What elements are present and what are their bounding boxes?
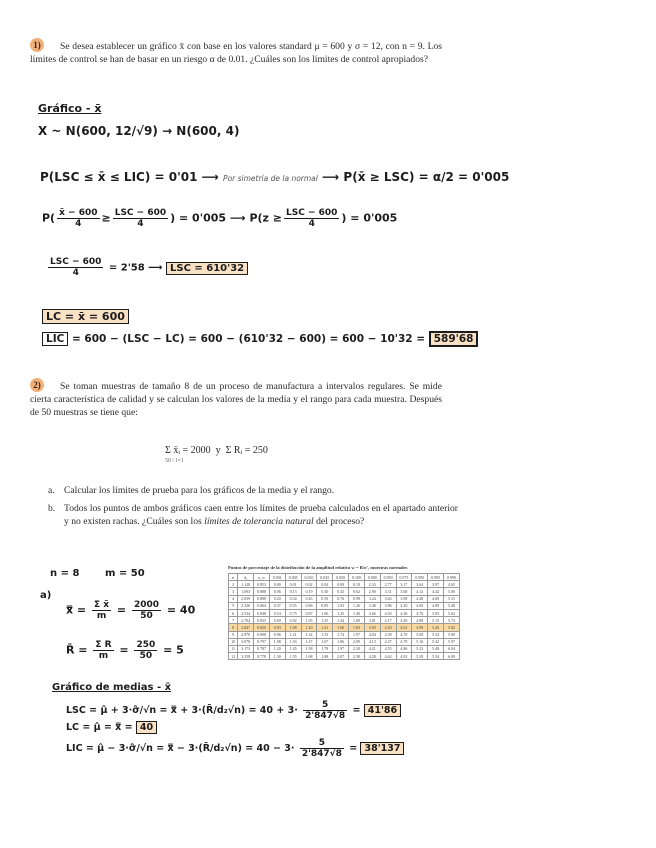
table-cell: 1.83 — [349, 624, 365, 631]
rbar-lhs: R̄ = — [66, 643, 88, 657]
table-cell: 2.90 — [364, 588, 380, 595]
table-cell: 5.31 — [444, 595, 460, 602]
p1-line4-mid: = 2'58 ⟶ — [108, 262, 163, 274]
p1-lc — [42, 310, 129, 323]
table-cell: 0.833 — [254, 617, 270, 624]
table-row — [229, 609, 460, 616]
table-header-row — [229, 574, 460, 581]
table-cell: 0.83 — [269, 624, 285, 631]
table-cell: 0.43 — [301, 595, 317, 602]
table-cell: 2.33 — [364, 581, 380, 588]
table-row — [229, 588, 460, 595]
table-cell: 5.82 — [444, 624, 460, 631]
problem2-text: Se toman muestras de tamaño 8 de un proceso de manufactura a intervalos regulares. Se mide cierta característica de calidad y se calculan los valores de la media y el rango para cada muestra. Después de 50 muestras se tiene que: — [30, 381, 442, 418]
table-cell: 1.41 — [317, 624, 333, 631]
table-cell: 1.45 — [285, 645, 301, 652]
p1-line2-note: Por simetría de la normal — [223, 174, 318, 183]
table-cell: 0.820 — [254, 624, 270, 631]
table-cell: 4.13 — [364, 638, 380, 645]
table-cell: 4.65 — [444, 581, 460, 588]
percentage-points-table — [228, 573, 460, 660]
table-cell: 4.61 — [396, 624, 412, 631]
table-cell: 3 — [229, 588, 238, 595]
table-cell: 4.21 — [364, 645, 380, 652]
table-cell: 12 — [229, 653, 238, 660]
table-cell: 0.55 — [285, 602, 301, 609]
table-cell: 0.797 — [254, 638, 270, 645]
table-cell: 2.77 — [380, 581, 396, 588]
table-cell: 0.778 — [254, 653, 270, 660]
table-cell: 5.54 — [428, 653, 444, 660]
p1-line3-frac1 — [57, 208, 99, 229]
table-cell: 5.97 — [444, 638, 460, 645]
table-header-cell: 0.005 — [285, 574, 301, 581]
table-cell: 2.534 — [238, 609, 254, 616]
table-cell: 1.693 — [238, 588, 254, 595]
table-cell: 1.128 — [238, 581, 254, 588]
sum-x: Σ x̄ᵢ = 2000 — [165, 445, 211, 456]
frac-den: 4 — [75, 219, 82, 229]
item-a-label: a. — [48, 485, 55, 496]
table-cell: 0.76 — [333, 595, 349, 602]
lsc-expr: LSC = μ̂ + 3·σ̂/√n = x̿ + 3·(R̄/d₂√n) = 40 + 3· — [66, 705, 298, 716]
table-cell: 4.47 — [380, 638, 396, 645]
table-row — [229, 638, 460, 645]
table-header-cell: 0.025 — [317, 574, 333, 581]
item-b-text-1: Todos los puntos de ambos gráficos caen entre los límites de prueba calculados en el apartado anterior y no existen rachas. ¿Cuáles son los — [64, 503, 458, 527]
table-cell: 0.75 — [285, 609, 301, 616]
table-cell: 3.173 — [238, 645, 254, 652]
lc-result: 40 — [136, 721, 157, 734]
frac-num: 5 — [303, 700, 347, 711]
p1-line2-left: P(LSC ≤ x̄ ≤ LIC) = 0'01 ⟶ — [40, 170, 219, 184]
table-cell: 2.704 — [238, 617, 254, 624]
table-cell: 1.08 — [285, 624, 301, 631]
table-cell: 5.15 — [428, 617, 444, 624]
table-cell: 4.99 — [412, 624, 428, 631]
frac-num: 5 — [300, 738, 344, 749]
table-cell: 1.44 — [333, 617, 349, 624]
p1-line3-ge: ≥ — [101, 211, 111, 225]
frac-num: LSC − 600 — [50, 257, 102, 267]
problem2-number-badge: 2) — [30, 378, 44, 392]
rbar-result: = 5 — [163, 643, 184, 657]
table-cell: 0.43 — [333, 588, 349, 595]
table-cell: 3.24 — [364, 595, 380, 602]
table-cell: 4.17 — [380, 617, 396, 624]
table-cell: 3.63 — [380, 595, 396, 602]
frac-den: 4 — [72, 268, 79, 278]
p1-line3-frac3 — [284, 208, 339, 229]
p1-line4-frac — [48, 257, 103, 278]
table-cell: 0.37 — [269, 602, 285, 609]
table-cell: 0.92 — [285, 617, 301, 624]
table-cell: 2.20 — [349, 645, 365, 652]
range-distribution-table — [228, 565, 460, 660]
lsc-result: 41'86 — [364, 704, 401, 717]
table-cell: 0.848 — [254, 609, 270, 616]
table-cell: 0.888 — [254, 588, 270, 595]
table-cell: 0.808 — [254, 631, 270, 638]
p1-line1: X ~ N(600, 12/√9) → N(600, 4) — [38, 124, 240, 138]
table-cell: 5.23 — [412, 645, 428, 652]
table-cell: 2.059 — [238, 595, 254, 602]
p1-lic — [42, 333, 478, 345]
table-cell: 0.19 — [301, 588, 317, 595]
p1-heading — [38, 102, 101, 115]
table-cell: 6.04 — [444, 645, 460, 652]
table-cell: 0.34 — [285, 595, 301, 602]
frac-num: 2000 — [133, 600, 160, 610]
table-cell: 0.96 — [269, 631, 285, 638]
table-header-cell: 0.975 — [396, 574, 412, 581]
frac-num: 250 — [136, 640, 156, 650]
table-header-cell: 0.900 — [364, 574, 380, 581]
table-row — [229, 581, 460, 588]
problem1-statement — [30, 38, 442, 66]
table-header-cell: n — [229, 574, 238, 581]
table-cell: 1.05 — [301, 617, 317, 624]
problem1-text: Se desea establecer un gráfico x̄ con base en los valores standard μ = 600 y σ = 12, con n = 9. Los límites de control se han de basar en un riesgo α de 0.01. ¿Cuáles son los límites de control apropiados? — [30, 41, 442, 65]
rbar-frac2 — [134, 640, 157, 661]
table-cell: 1.25 — [333, 609, 349, 616]
table-cell: 1.74 — [333, 631, 349, 638]
table-cell: 1.97 — [333, 645, 349, 652]
table-cell: 5.16 — [412, 638, 428, 645]
p2-part-a: a) — [40, 590, 52, 601]
table-cell: 1.08 — [269, 638, 285, 645]
table-header-cell: σ_w — [254, 574, 270, 581]
table-cell: 0.54 — [269, 609, 285, 616]
table-cell: 4.88 — [412, 617, 428, 624]
table-cell: 0.62 — [349, 588, 365, 595]
frac-num: x̄ − 600 — [59, 208, 98, 218]
item-b-text-2: del proceso? — [316, 516, 365, 527]
table-row — [229, 595, 460, 602]
table-header-cell: 0.001 — [269, 574, 285, 581]
p1-lc-box: LC = x̄ = 600 — [42, 309, 129, 324]
p1-heading-text: Gráfico - x̄ — [38, 102, 102, 115]
table-header-cell: 0.990 — [412, 574, 428, 581]
xbar-frac2 — [132, 600, 161, 621]
table-cell: 5.48 — [444, 602, 460, 609]
table-cell: 3.31 — [380, 588, 396, 595]
p1-line2 — [40, 170, 509, 184]
table-cell: 4.20 — [396, 602, 412, 609]
table-cell: 5.03 — [428, 609, 444, 616]
table-cell: 1.55 — [285, 653, 301, 660]
table-cell: 5.73 — [444, 617, 460, 624]
table-cell: 4.49 — [396, 617, 412, 624]
p1-line3-mid: ) = 0'005 ⟶ P(z ≥ — [170, 211, 282, 225]
problem2-item-b — [48, 502, 458, 528]
lic-expr: LIC = μ̂ − 3·σ̂/√n = x̿ − 3·(R̄/d₂√n) = 40 − 3· — [66, 743, 295, 754]
problem2-item-a — [48, 484, 442, 497]
p1-line3-close: ) = 0'005 — [341, 211, 398, 225]
table-cell: 4.40 — [412, 595, 428, 602]
table-cell: 6 — [229, 609, 238, 616]
p1-lic-expr: = 600 − (LSC − LC) = 600 − (610'32 − 600) = 600 − 10'32 = — [71, 333, 426, 345]
table-row — [229, 653, 460, 660]
table-cell: 0.87 — [301, 609, 317, 616]
table-cell: 4.92 — [396, 653, 412, 660]
rbar-frac1 — [93, 640, 113, 661]
frac-den: m — [98, 651, 109, 661]
table-cell: 5.34 — [428, 631, 444, 638]
table-cell: 0.18 — [349, 581, 365, 588]
table-cell: 5.90 — [444, 631, 460, 638]
frac-den: 2'847√8 — [301, 749, 342, 759]
table-cell: 2.07 — [333, 653, 349, 660]
table-cell: 0.66 — [301, 602, 317, 609]
table-cell: 4.89 — [428, 602, 444, 609]
table-row — [229, 624, 460, 631]
table-row — [229, 617, 460, 624]
p1-lic-label: LIC — [42, 332, 68, 346]
table-cell: 3.81 — [364, 617, 380, 624]
p2-lc-line — [66, 722, 157, 733]
table-cell: 4.60 — [412, 602, 428, 609]
table-cell: 4.03 — [380, 609, 396, 616]
table-cell: 0.20 — [269, 595, 285, 602]
table-cell: 3.258 — [238, 653, 254, 660]
table-cell: 5.26 — [428, 624, 444, 631]
table-cell: 1.88 — [317, 653, 333, 660]
problem2-sums — [165, 444, 365, 465]
table-cell: 1.55 — [317, 631, 333, 638]
table-cell: 4.69 — [428, 595, 444, 602]
table-cell: 5.29 — [412, 653, 428, 660]
sum-limits: 50 / i=1 — [165, 458, 184, 464]
table-cell: 0.59 — [317, 595, 333, 602]
table-cell: 1.78 — [317, 645, 333, 652]
table-cell: 3.93 — [364, 624, 380, 631]
table-cell: 4.76 — [412, 609, 428, 616]
table-cell: 1.30 — [269, 653, 285, 660]
frac-den: 50 — [139, 651, 153, 661]
table-header-cell: 0.950 — [380, 574, 396, 581]
frac-den: 4 — [137, 219, 144, 229]
table-cell: 4.36 — [396, 609, 412, 616]
table-cell: 0.00 — [269, 581, 285, 588]
table-cell: 0.06 — [269, 588, 285, 595]
table-cell: 4 — [229, 595, 238, 602]
frac-num: Σ x̄ — [94, 600, 110, 610]
p1-line3-frac2 — [113, 208, 168, 229]
table-cell: 2.970 — [238, 631, 254, 638]
table-cell: 1.06 — [317, 609, 333, 616]
table-cell: 1.34 — [301, 631, 317, 638]
table-cell: 4.04 — [364, 631, 380, 638]
table-cell: 1.68 — [301, 653, 317, 660]
table-cell: 11 — [229, 645, 238, 652]
xbar-lhs: x̿ = — [66, 603, 87, 617]
table-row — [229, 602, 460, 609]
table-cell: 5.06 — [444, 588, 460, 595]
lsc-frac — [303, 700, 347, 721]
p2-m: m = 50 — [105, 568, 145, 579]
frac-num: LSC − 600 — [286, 208, 338, 218]
table-header-cell: 0.010 — [301, 574, 317, 581]
table-cell: 10 — [229, 638, 238, 645]
table-cell: 0.04 — [317, 581, 333, 588]
table-cell: 3.68 — [396, 588, 412, 595]
xbar-frac1 — [92, 600, 111, 621]
table-cell: 4.55 — [380, 645, 396, 652]
table-cell: 5.49 — [428, 645, 444, 652]
table-cell: 0.864 — [254, 602, 270, 609]
table-header-cell: 0.999 — [444, 574, 460, 581]
table-header-cell: 0.050 — [333, 574, 349, 581]
table-cell: 4.79 — [396, 638, 412, 645]
table-cell: 1.58 — [301, 645, 317, 652]
table-cell: 0.01 — [285, 581, 301, 588]
table-cell: 2.847 — [238, 624, 254, 631]
frac-den: 50 — [140, 611, 153, 621]
table-row — [229, 631, 460, 638]
table-cell: 3.64 — [412, 581, 428, 588]
table-cell: 0.09 — [333, 581, 349, 588]
table-cell: 0.853 — [254, 581, 270, 588]
xbar-result: = 40 — [166, 603, 196, 617]
problem2-statement — [30, 378, 442, 419]
table-cell: 2 — [229, 581, 238, 588]
table-cell: 4.86 — [396, 645, 412, 652]
table-cell: 4.62 — [380, 653, 396, 660]
table-cell: 4.12 — [412, 588, 428, 595]
table-cell: 7 — [229, 617, 238, 624]
p1-line3-open: P( — [42, 211, 56, 225]
table-cell: 5.62 — [444, 609, 460, 616]
table-cell: 1.21 — [285, 631, 301, 638]
table-cell: 4.42 — [428, 588, 444, 595]
table-cell: 1.20 — [269, 645, 285, 652]
table-cell: 2.326 — [238, 602, 254, 609]
table-cell: 1.49 — [349, 609, 365, 616]
table-cell: 1.47 — [301, 638, 317, 645]
table-cell: 2.30 — [349, 653, 365, 660]
table-cell: 0.69 — [269, 617, 285, 624]
table-cell: 3.17 — [396, 581, 412, 588]
table-cell: 1.97 — [349, 631, 365, 638]
table-cell: 0.880 — [254, 595, 270, 602]
item-b-label: b. — [48, 503, 56, 514]
p2-rbar-line: R̄ = $\frac{\text{Σ R}}{m}$ = $\frac{250}{50}$ = 5 — [66, 640, 184, 661]
table-cell: 1.03 — [333, 602, 349, 609]
p1-line2-right: ⟶ P(x̄ ≥ LSC) = α/2 = 0'005 — [322, 170, 510, 184]
table-cell: 4.29 — [380, 624, 396, 631]
table-cell: 4.39 — [380, 631, 396, 638]
p2-chart-heading: Gráfico de medias - x̄ — [52, 682, 172, 693]
table-cell: 0.98 — [349, 595, 365, 602]
item-a-text: Calcular los límites de prueba para los gráficos de la media y el rango. — [64, 485, 335, 496]
p2-lsc-line: LSC = μ̂ + 3·σ̂/√n = x̿ + 3·(R̄/d₂√n) = 40 + 3· $\frac{5}{2'847√8}$ = 41'86 — [66, 700, 401, 721]
table-cell: 5 — [229, 602, 238, 609]
lc-expr: LC = μ̂ = x̿ = — [66, 722, 133, 733]
frac-num: Σ R — [95, 640, 112, 650]
sum-r: Σ Rᵢ = 250 — [225, 445, 268, 456]
p2-xbar-line: x̿ = $\frac{\text{Σ x̄}}{m}$ = $\frac{2000}{50}$ = 40 — [66, 600, 196, 621]
p1-lsc-result: LSC = 610'32 — [166, 262, 248, 275]
table-header-cell: 0.995 — [428, 574, 444, 581]
table-row — [229, 645, 460, 652]
p1-line4 — [46, 257, 248, 278]
p1-line3 — [42, 208, 397, 229]
table-cell: 3.48 — [364, 602, 380, 609]
table-cell: 5.08 — [412, 631, 428, 638]
table-cell: 0.02 — [301, 581, 317, 588]
table-cell: 1.26 — [349, 602, 365, 609]
frac-den: m — [96, 611, 107, 621]
table-cell: 1.60 — [333, 624, 349, 631]
table-cell: 3.86 — [380, 602, 396, 609]
sum-and: y — [215, 445, 221, 456]
table-cell: 1.33 — [285, 638, 301, 645]
table-cell: 3.078 — [238, 638, 254, 645]
table-header-cell: 0.100 — [349, 574, 365, 581]
table-cell: 8 — [229, 624, 238, 631]
table-cell: 1.68 — [349, 617, 365, 624]
table-cell: 0.787 — [254, 645, 270, 652]
table-cell: 3.98 — [396, 595, 412, 602]
table-cell: 4.70 — [396, 631, 412, 638]
table-cell: 3.97 — [428, 581, 444, 588]
table-cell: 0.85 — [317, 602, 333, 609]
p1-lic-result: 589'68 — [429, 331, 479, 347]
table-cell: 1.25 — [317, 617, 333, 624]
frac-den: 2'847√8 — [305, 711, 346, 721]
frac-den: 4 — [308, 219, 315, 229]
p2-n: n = 8 — [50, 568, 80, 579]
p2-lic-line: LIC = μ̂ − 3·σ̂/√n = x̿ − 3·(R̄/d₂√n) = 40 − 3· $\frac{5}{2'847√8}$ = 38'137 — [66, 738, 404, 759]
table-cell: 5.42 — [428, 638, 444, 645]
table-cell: 4.28 — [364, 653, 380, 660]
table-cell: 1.86 — [333, 638, 349, 645]
table-cell: 0.13 — [285, 588, 301, 595]
item-b-emphasis: límites de tolerancia natural — [204, 516, 314, 527]
table-cell: 0.30 — [317, 588, 333, 595]
table-cell: 2.09 — [349, 638, 365, 645]
table-cell: 1.67 — [317, 638, 333, 645]
table-body — [229, 581, 460, 660]
table-cell: 1.20 — [301, 624, 317, 631]
table-cell: 6.09 — [444, 653, 460, 660]
table-title: Puntos de porcentaje de la distribución de la amplitud relativa w = R/σ', muestras normales — [228, 565, 408, 570]
table-cell: 3.66 — [364, 609, 380, 616]
table-cell: 9 — [229, 631, 238, 638]
lic-frac — [300, 738, 344, 759]
lic-result: 38'137 — [360, 742, 404, 755]
frac-num: LSC − 600 — [114, 208, 167, 218]
problem1-number-badge: 1) — [30, 38, 44, 52]
table-header-cell: d₂ — [238, 574, 254, 581]
